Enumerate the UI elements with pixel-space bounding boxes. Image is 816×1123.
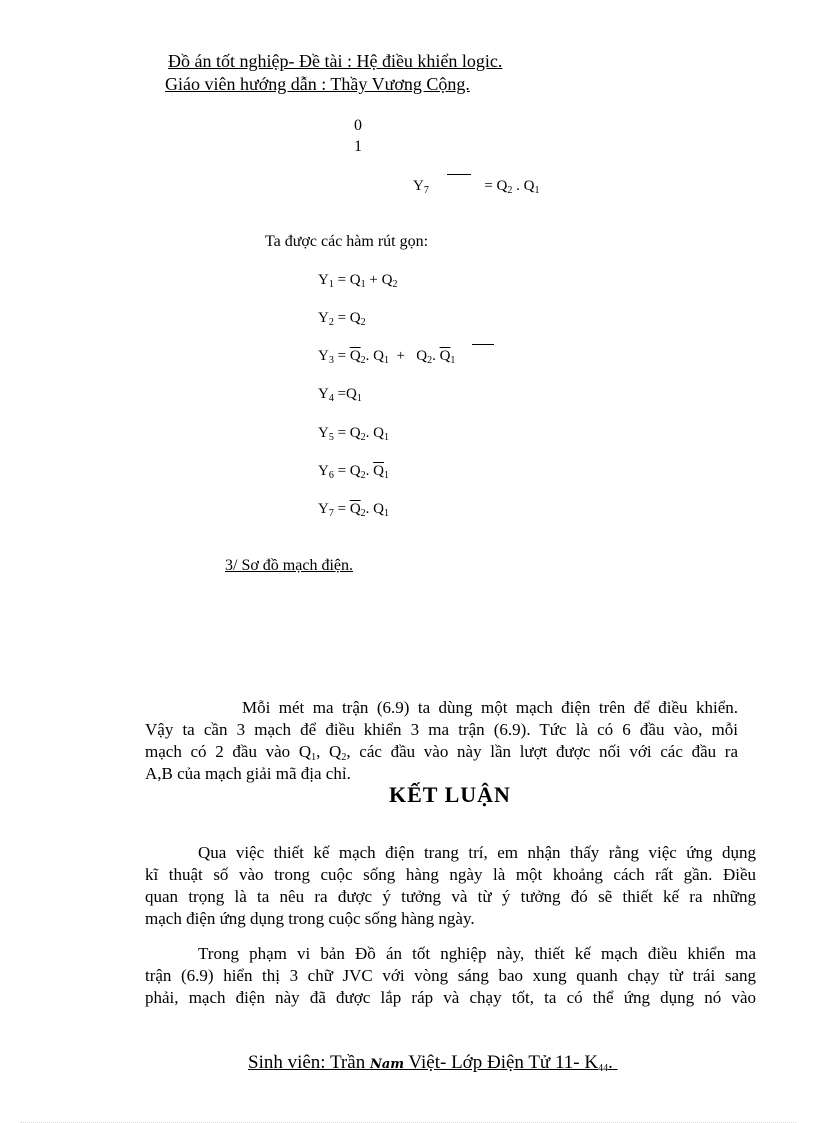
signature: Nam xyxy=(369,1057,405,1072)
document-header-title xyxy=(168,51,502,72)
document-header-supervisor xyxy=(165,74,470,95)
header-line-1: Đồ án tốt nghiệp- Đề tài : Hệ điều khiển logic. xyxy=(168,51,503,71)
page-footer: Sinh viên: Trần Nam Việt- Lớp Điện Tử 11- $K_{44}$. xyxy=(248,1052,613,1074)
header-line-2: Giáo viên hướng dẫn : Thầy Vương Cộng. xyxy=(165,74,470,94)
equation-y3: $Y_3 = \overline{Q}_2$. $Q_1 + Q_2$. $\overline{Q}_1$ xyxy=(318,348,456,366)
equation-y5: $Y_5 = Q_2$. $Q_1$ xyxy=(318,425,389,443)
equation-y7-top: $Y_7 = Q_2$ . $Q_1$ xyxy=(413,178,540,196)
section-heading: 3/ Sơ đồ mạch điện. xyxy=(225,557,353,574)
equation-y7: $Y_7 = \overline{Q}_2$. $Q_1$ xyxy=(318,501,389,519)
overline-bar xyxy=(447,174,471,175)
equation-y6: $Y_6 = Q_2$. $\overline{Q}_1$ xyxy=(318,463,389,481)
equation-y2: $Y_2 = Q_2$ xyxy=(318,310,366,328)
paragraph-conclusion-1: Qua việc thiết kế mạch điện trang trí, em nhận thấy rằng việc ứng dụng kĩ thuật số vào trong cuộc sống hàng ngày là một khoảng cách rất gần. Điều quan trọng là ta nêu ra được ý tưởng và từ ý tưởng đó sẽ thiết kế ra những mạch điện ứng dụng trong cuộc sống hàng ngày. xyxy=(145,843,756,928)
paragraph-conclusion-2: Trong phạm vi bản Đồ án tốt nghiệp này, thiết kế mạch điều khiển ma trận (6.9) hiển thị 3 chữ JVC với vòng sáng bao xung quanh chạy từ trái sang phải, mạch điện này đã được lắp ráp và chạy tốt, ta có thể ứng dụng nó vào xyxy=(145,944,756,1007)
intro-text: Ta được các hàm rút gọn: xyxy=(265,233,429,250)
conclusion-title: KẾT LUẬN xyxy=(389,782,511,807)
equation-y1: $Y_1 = Q_1 + Q_2$ xyxy=(318,272,398,290)
truth-value-1: 1 xyxy=(354,138,362,155)
overline-bar xyxy=(472,344,494,345)
paragraph-line-with-subscripts: mạch có 2 đầu vào $Q_1$, $Q_2$, các đầu vào này lần lượt được nối với các đầu ra xyxy=(145,742,739,763)
truth-value-0: 0 xyxy=(354,117,362,134)
equation-y4: $Y_4 =Q_1$ xyxy=(318,386,362,404)
paragraph-circuit-description: Mỗi mét ma trận (6.9) ta dùng một mạch điện trên để điều khiển. Vậy ta cần 3 mạch để điều khiển 3 ma trận (6.9). Tức là có 6 đầu vào, mỗi mạch có 2 đầu vào $Q_1$, $Q_2$, các đầu vào này lần lượt được nối với các đầu ra A,B của mạch giải mã địa chỉ. xyxy=(145,698,739,783)
